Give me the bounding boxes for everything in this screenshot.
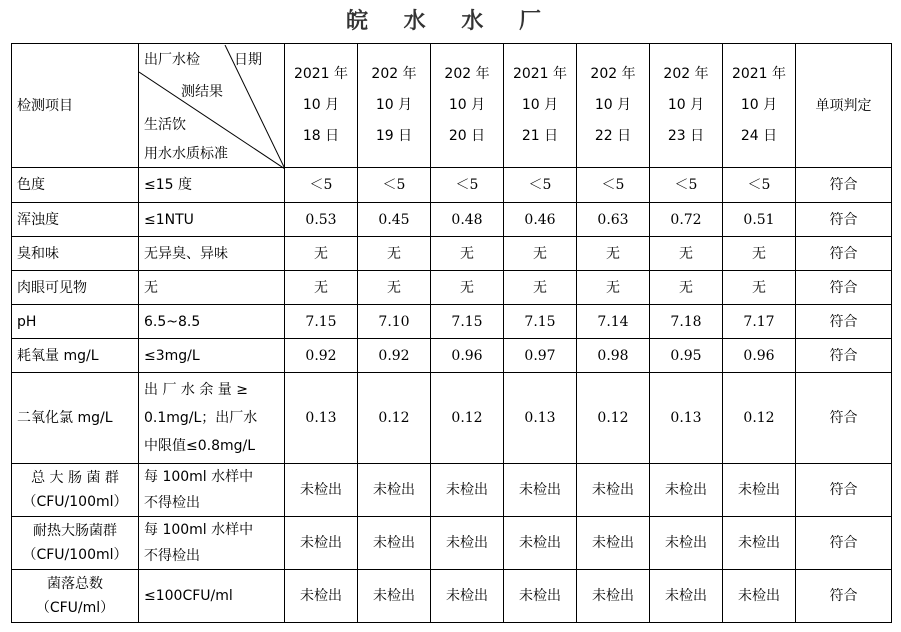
row-item: 臭和味 [12, 237, 139, 271]
row-item [12, 570, 139, 623]
header-date-line: 10 月 [448, 97, 486, 113]
row-value: 无 [504, 271, 577, 305]
row-standard-line: ≤3mg/L [144, 347, 200, 364]
row-value: 7.15 [285, 305, 358, 339]
diag-bottom-2: 用水水质标准 [144, 145, 228, 162]
row-value: ＜5 [723, 168, 796, 203]
row-value: ＜5 [285, 168, 358, 203]
row-judge: 符合 [796, 237, 892, 271]
row-item-line: （CFU/100ml） [22, 494, 128, 510]
row-value: 未检出 [504, 464, 577, 517]
row-value: 无 [285, 271, 358, 305]
table-row [12, 339, 892, 373]
row-value: 无 [504, 237, 577, 271]
row-value: 未检出 [504, 570, 577, 623]
header-date-line: 202 年 [590, 66, 636, 82]
row-value: 未检出 [577, 517, 650, 570]
row-value: 0.92 [358, 339, 431, 373]
header-row [12, 44, 892, 168]
row-value: 7.18 [650, 305, 723, 339]
row-value: 未检出 [723, 517, 796, 570]
row-standard [139, 373, 285, 464]
row-item: 二氧化氯 mg/L [12, 373, 139, 464]
row-standard [139, 464, 285, 517]
row-judge: 符合 [796, 373, 892, 464]
row-value: 未检出 [431, 464, 504, 517]
row-value: 0.13 [650, 373, 723, 464]
row-standard [139, 271, 285, 305]
row-value: ＜5 [358, 168, 431, 203]
row-value: 未检出 [650, 517, 723, 570]
row-judge: 符合 [796, 570, 892, 623]
row-value: 7.15 [504, 305, 577, 339]
row-standard-line: 无异臭、异味 [144, 245, 228, 262]
header-date-7 [723, 44, 796, 168]
row-value: 0.72 [650, 203, 723, 237]
row-item-line: （CFU/100ml） [22, 547, 128, 563]
row-item: 色度 [12, 168, 139, 203]
header-diagonal-cell [139, 44, 285, 168]
row-judge: 符合 [796, 271, 892, 305]
header-date-line: 2021 年 [512, 66, 568, 82]
row-value: 未检出 [723, 570, 796, 623]
row-standard [139, 237, 285, 271]
row-standard-line: ≤1NTU [144, 211, 194, 228]
header-date-1 [285, 44, 358, 168]
header-date-line: 10 月 [594, 97, 632, 113]
row-value: 0.13 [285, 373, 358, 464]
header-date-6 [650, 44, 723, 168]
row-standard [139, 570, 285, 623]
header-date-line: 2021 年 [293, 66, 349, 82]
row-standard-line: 无 [144, 279, 158, 296]
row-judge: 符合 [796, 339, 892, 373]
row-standard [139, 517, 285, 570]
row-value: 0.12 [723, 373, 796, 464]
row-value: 无 [577, 237, 650, 271]
row-item [12, 517, 139, 570]
row-judge: 符合 [796, 305, 892, 339]
row-value: 0.63 [577, 203, 650, 237]
row-value: 未检出 [504, 517, 577, 570]
header-date-line: 202 年 [371, 66, 417, 82]
header-date-line: 22 日 [594, 128, 632, 144]
row-value: 0.13 [504, 373, 577, 464]
row-value: 未检出 [285, 464, 358, 517]
header-date-3 [431, 44, 504, 168]
row-value: 未检出 [723, 464, 796, 517]
row-value: 无 [577, 271, 650, 305]
diag-top-left: 出厂水检 [144, 51, 200, 68]
row-value: 未检出 [650, 464, 723, 517]
row-value: ＜5 [650, 168, 723, 203]
row-judge: 符合 [796, 203, 892, 237]
row-value: 未检出 [358, 570, 431, 623]
row-item-line: 总 大 肠 菌 群 [31, 470, 119, 486]
header-date-line: 10 月 [740, 97, 778, 113]
row-value: 无 [358, 237, 431, 271]
header-date-line: 10 月 [667, 97, 705, 113]
header-date-line: 23 日 [667, 128, 705, 144]
row-standard-line: 6.5~8.5 [144, 313, 201, 330]
row-value: 未检出 [358, 517, 431, 570]
header-date-line: 20 日 [448, 128, 486, 144]
row-value: 0.46 [504, 203, 577, 237]
row-value: 无 [650, 271, 723, 305]
row-standard-line: 中限值≤0.8mg/L [144, 438, 256, 454]
row-value: 0.96 [723, 339, 796, 373]
row-value: ＜5 [431, 168, 504, 203]
row-value: ＜5 [504, 168, 577, 203]
row-standard-line: 每 100ml 水样中 [144, 469, 254, 485]
table-row [12, 237, 892, 271]
row-item: pH [12, 305, 139, 339]
table-row [12, 168, 892, 203]
row-value: 未检出 [650, 570, 723, 623]
row-standard [139, 203, 285, 237]
row-value: 未检出 [577, 570, 650, 623]
header-date-line: 10 月 [302, 97, 340, 113]
row-item [12, 464, 139, 517]
row-value: 0.12 [358, 373, 431, 464]
row-value: 0.96 [431, 339, 504, 373]
row-standard [139, 305, 285, 339]
row-value: 0.48 [431, 203, 504, 237]
header-date-line: 10 月 [521, 97, 559, 113]
table-row [12, 373, 892, 464]
header-date-4 [504, 44, 577, 168]
row-value: 未检出 [431, 570, 504, 623]
header-date-line: 24 日 [740, 128, 778, 144]
row-value: 未检出 [577, 464, 650, 517]
row-item: 耗氧量 mg/L [12, 339, 139, 373]
row-value: 无 [723, 271, 796, 305]
row-item: 浑浊度 [12, 203, 139, 237]
row-value: 0.12 [431, 373, 504, 464]
row-value: 未检出 [285, 517, 358, 570]
header-date-5 [577, 44, 650, 168]
row-value: 0.12 [577, 373, 650, 464]
row-value: 无 [358, 271, 431, 305]
table-row [12, 517, 892, 570]
row-standard-line: 不得检出 [144, 548, 200, 564]
row-value: 未检出 [285, 570, 358, 623]
row-value: 7.10 [358, 305, 431, 339]
header-date-2 [358, 44, 431, 168]
header-date-line: 10 月 [375, 97, 413, 113]
table-row [12, 464, 892, 517]
row-standard-line: 0.1mg/L；出厂水 [144, 410, 258, 426]
row-standard-line: ≤15 度 [144, 177, 192, 193]
row-standard [139, 339, 285, 373]
table-row [12, 305, 892, 339]
row-value: 7.15 [431, 305, 504, 339]
diag-top-right: 日期 [234, 51, 262, 68]
row-value: 无 [431, 237, 504, 271]
row-standard-line: 每 100ml 水样中 [144, 522, 254, 538]
row-value: 无 [723, 237, 796, 271]
row-value: 无 [285, 237, 358, 271]
row-value: 0.53 [285, 203, 358, 237]
page-title: 皖 水 水 厂 [346, 9, 555, 34]
row-standard-line: ≤100CFU/ml [144, 588, 233, 604]
header-date-line: 2021 年 [731, 66, 787, 82]
row-value: 0.97 [504, 339, 577, 373]
row-value: 未检出 [358, 464, 431, 517]
water-quality-table [11, 43, 892, 623]
row-value: 7.14 [577, 305, 650, 339]
diag-bottom-1: 生活饮 [144, 116, 186, 133]
header-item: 检测项目 [12, 44, 139, 168]
row-item-line: （CFU/ml） [35, 600, 115, 616]
row-item-line: 耐热大肠菌群 [33, 523, 117, 539]
row-judge: 符合 [796, 168, 892, 203]
row-judge: 符合 [796, 517, 892, 570]
row-judge: 符合 [796, 464, 892, 517]
header-date-line: 21 日 [521, 128, 559, 144]
row-value: 0.51 [723, 203, 796, 237]
row-standard-line: 不得检出 [144, 495, 200, 511]
header-judge: 单项判定 [796, 44, 892, 168]
row-standard [139, 168, 285, 203]
row-value: 未检出 [431, 517, 504, 570]
header-date-line: 202 年 [444, 66, 490, 82]
row-value: ＜5 [577, 168, 650, 203]
row-value: 0.45 [358, 203, 431, 237]
row-item-line: 菌落总数 [47, 576, 103, 592]
row-value: 7.17 [723, 305, 796, 339]
header-date-line: 202 年 [663, 66, 709, 82]
table-row [12, 203, 892, 237]
diag-mid: 测结果 [181, 83, 223, 100]
row-value: 0.95 [650, 339, 723, 373]
header-date-line: 18 日 [302, 128, 340, 144]
row-standard-line: 出 厂 水 余 量 ≥ [144, 382, 248, 398]
row-item: 肉眼可见物 [12, 271, 139, 305]
row-value: 无 [431, 271, 504, 305]
row-value: 无 [650, 237, 723, 271]
header-date-line: 19 日 [375, 128, 413, 144]
row-value: 0.92 [285, 339, 358, 373]
row-value: 0.98 [577, 339, 650, 373]
table-row [12, 570, 892, 623]
table-row [12, 271, 892, 305]
